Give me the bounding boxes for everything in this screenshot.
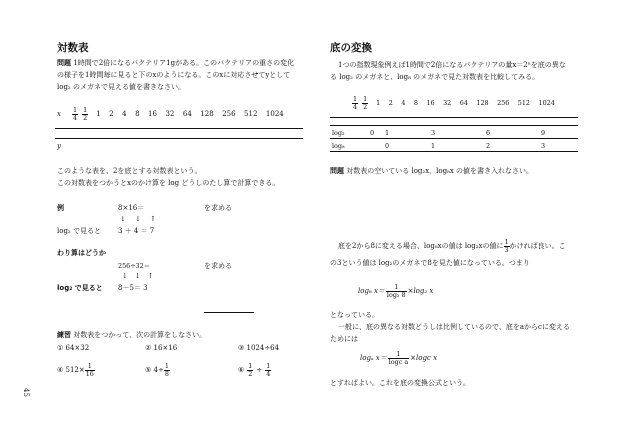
x-value: 4 [401, 99, 406, 107]
exercise-4: ④ 512× $\frac{1}{16}$ [57, 362, 94, 378]
right-final-text: とすればよい。これを底の変換公式という。 [330, 379, 470, 387]
formula-2: logₐ x＝ $\frac{1}{\text{logc a}}$ ×logc x [360, 350, 438, 366]
right-problem [330, 166, 533, 176]
exercise-5: ⑤ 4÷ $\frac{1}{8}$ [145, 362, 169, 378]
right-para-1: 底を2から8に変える場合、log₈xの値は log₂xの値に $\frac{1}{3}$ かければ良い。こ [338, 238, 566, 254]
formula-1: log₈ x＝ $\frac{1}{\text{log₂ 8}}$ ×log₂ x [358, 283, 434, 299]
x-value: 512 [517, 99, 530, 107]
division-find: を求める [204, 262, 232, 270]
right-problem-label: 問題 [330, 167, 344, 175]
x-label: x [57, 110, 61, 118]
right-page-title: 底の変換 [330, 42, 372, 54]
problem-label: 問題 [57, 59, 71, 67]
fraction-half: $\frac{1}{2}$ [83, 106, 88, 122]
log8-label: log₈ [332, 142, 345, 150]
example-formula: 8×16＝ [118, 204, 145, 212]
division-label: わり算はどうか [57, 249, 106, 257]
page-number: 45 [22, 388, 30, 397]
formula-1-fraction: $\frac{1}{\text{log₂ 8}}$ [386, 283, 406, 299]
division-log-calc: 8－5＝ 3 [118, 284, 148, 292]
practice-label: 練習 [57, 331, 71, 339]
right-para-2: の3という値は log₂のメガネで8を見た値になっている。つまり [330, 259, 530, 267]
exercise-3: ③ 1024÷64 [238, 344, 280, 352]
fraction-half: $\frac{1}{2}$ [363, 95, 368, 111]
x-value: 2 [109, 110, 114, 118]
table-rule [330, 151, 578, 152]
x-value: 8 [135, 110, 140, 118]
left-problem-line2: の様子を1時間毎に見ると下のxのようになる。このxに対応させてyとして [57, 71, 291, 79]
example-log-label: log₂ で見ると [57, 227, 101, 235]
y-label: y [57, 142, 61, 150]
table-rule [330, 117, 578, 118]
left-text-2: この対数表をつかうとxのかけ算を log どうしのたし算で計算できる。 [57, 179, 280, 187]
x-value: 1 [96, 110, 101, 118]
practice-line [57, 330, 206, 340]
exercise-1: ① 64×32 [57, 344, 90, 352]
table-rule [330, 125, 578, 126]
x-value: 128 [476, 99, 489, 107]
x-value: 256 [497, 99, 510, 107]
exercise-5-fraction: $\frac{1}{8}$ [164, 362, 169, 378]
right-problem-text: 対数表の空いている log₂x，log₈x の値を書き入れなさい。 [346, 167, 534, 175]
x-value: 16 [426, 99, 435, 107]
left-text-1: このような表を、2を底とする対数表という。 [57, 167, 202, 175]
log2-label: log₂ [332, 129, 345, 137]
answer-rule [204, 312, 254, 313]
practice-text: 対数表をつかって、次の計算をしなさい。 [73, 331, 207, 339]
x-value: 16 [148, 110, 157, 118]
fraction-quarter: $\frac{1}{4}$ [353, 95, 358, 111]
x-value: 1024 [538, 99, 555, 107]
example-label: 例 [57, 204, 64, 212]
exercise-6-fraction-2: $\frac{1}{4}$ [266, 362, 271, 378]
x-value: 1 [376, 99, 381, 107]
x-value: 64 [459, 99, 468, 107]
formula-2-fraction: $\frac{1}{\text{logc a}}$ [388, 350, 409, 366]
right-general-2: ためには [330, 335, 358, 343]
division-log-label: log₂ で見ると [57, 284, 103, 292]
problem-text-1: 1時間で2倍になるバクテリア1gがある。このバクテリアの重さの変化 [73, 59, 295, 67]
left-x-row [72, 103, 292, 125]
exercise-4-fraction: $\frac{1}{16}$ [85, 362, 94, 378]
table-rule [330, 138, 578, 139]
x-value: 32 [165, 110, 175, 118]
example-find: を求める [204, 204, 232, 212]
left-problem-line3: log₂ のメガネで見える値を書きなさい。 [57, 83, 185, 91]
right-general-1: 一般に、底の異なる対数どうしは比例しているので、底をaからcに変える [338, 323, 570, 331]
table-rule [55, 128, 303, 129]
division-arrows: ↓ ↓ ↑ [122, 272, 154, 280]
exercise-6: ⑥ $\frac{1}{2}$ ÷ $\frac{1}{4}$ [238, 362, 271, 378]
right-text-after: となっている。 [330, 311, 379, 319]
right-x-row [352, 92, 563, 114]
x-value: 4 [122, 110, 127, 118]
left-problem-line1 [57, 58, 294, 68]
x-value: 512 [244, 110, 258, 118]
example-log-calc: 3 ＋ 4 ＝ 7 [118, 227, 155, 235]
x-value: 256 [222, 110, 236, 118]
exercise-6-fraction-1: $\frac{1}{2}$ [248, 362, 253, 378]
fraction-quarter: $\frac{1}{4}$ [73, 106, 78, 122]
right-intro-2: る log₂ のメガネと、log₈ のメガネで見た対数表を比較してみる。 [330, 73, 540, 81]
x-value: 8 [413, 99, 418, 107]
exercise-2: ② 16×16 [145, 344, 178, 352]
x-value: 2 [388, 99, 393, 107]
left-page-title: 対数表 [57, 42, 89, 54]
right-x-values [376, 99, 563, 107]
x-value: 32 [443, 99, 452, 107]
division-formula: 256÷32＝ [118, 262, 151, 270]
table-rule [55, 138, 303, 139]
example-arrows: ↓ ↓ ↑ [120, 215, 157, 223]
left-x-values [96, 110, 292, 118]
right-intro-1: 1つの指数現象例えば1時間で2倍になるバクテリアの量x＝2ⁿを底の異な [338, 61, 566, 69]
x-value: 64 [182, 110, 192, 118]
x-value: 1024 [265, 110, 284, 118]
x-value: 128 [200, 110, 214, 118]
para-fraction: $\frac{1}{3}$ [504, 238, 509, 254]
